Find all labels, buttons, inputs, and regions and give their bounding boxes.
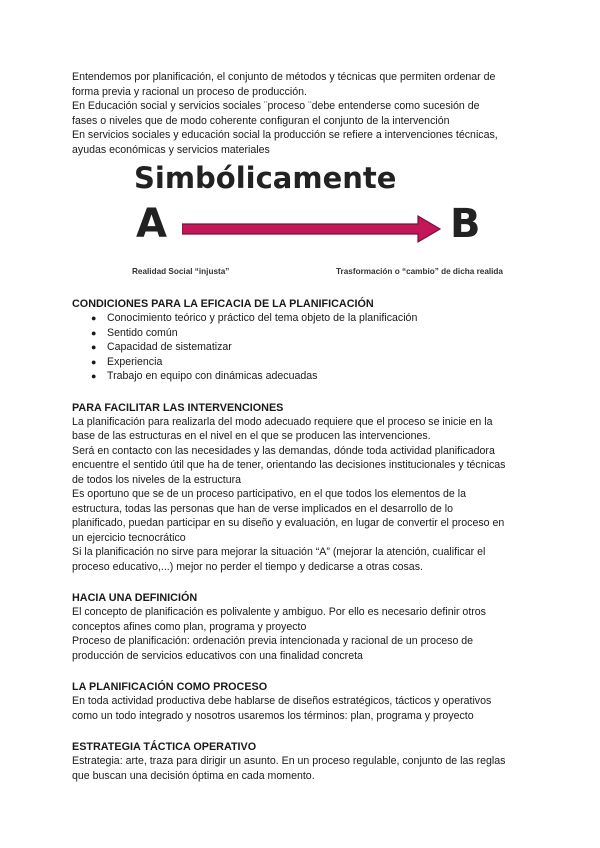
intro-line: En Educación social y servicios sociales ¨proceso ¨debe entenderse como sucesión de <box>72 100 480 112</box>
text-line: En toda actividad productiva debe hablarse de diseños estratégicos, tácticos y operativos <box>72 695 492 707</box>
text-line: un ejercicio tecnocrático <box>72 531 186 544</box>
text-line: producción de servicios educativos con una finalidad concreta <box>72 649 363 662</box>
text-line: que buscan una decisión óptima en cada momento. <box>72 769 315 782</box>
text-line: planificado, puedan participar en su diseño y evaluación, en lugar de convertir el proceso en <box>72 517 505 529</box>
condiciones-list <box>72 311 532 384</box>
list-item: ● Trabajo en equipo con dinámicas adecuadas <box>91 370 318 382</box>
text-line: Si la planificación no sirve para mejorar la situación “A” (mejorar la atención, cualificar el <box>72 546 486 558</box>
list-item: ● Sentido común <box>91 326 178 339</box>
section-heading-condiciones: CONDICIONES PARA LA EFICACIA DE LA PLANIFICACIÓN <box>72 298 374 310</box>
bullet-icon: ● <box>91 371 97 381</box>
text-line: conceptos afines como plan, programa y proyecto <box>72 620 307 633</box>
bullet-icon: ● <box>91 327 97 338</box>
list-item: ● Capacidad de sistematizar <box>91 341 232 353</box>
intro-line: fases o niveles que de modo coherente configuran el conjunto de la intervención <box>72 114 450 127</box>
section-heading-proceso: LA PLANIFICACIÓN COMO PROCESO <box>72 681 268 693</box>
section-heading-definicion: HACIA UNA DEFINICIÓN <box>72 592 198 604</box>
bullet-icon: ● <box>91 356 97 367</box>
proceso-paragraph <box>72 694 532 723</box>
bullet-icon: ● <box>91 313 97 323</box>
text-line: La planificación para realizarla del modo adecuado requiere que el proceso se inicie en la <box>72 415 493 428</box>
figure-letter-b: B <box>450 201 481 247</box>
facilitar-paragraph <box>72 415 532 575</box>
figure-caption-from: Realidad Social “injusta” <box>132 267 230 276</box>
intro-paragraph <box>72 70 532 157</box>
list-item: ● Conocimiento teórico y práctico del tema objeto de la planificación <box>91 312 418 324</box>
text-line: El concepto de planificación es polivalente y ambiguo. Por ello es necesario definir otros <box>72 606 486 618</box>
text-line: Estrategia: arte, traza para dirigir un asunto. En un proceso regulable, conjunto de las reglas <box>72 755 506 767</box>
section-heading-estrategia: ESTRATEGIA TÁCTICA OPERATIVO <box>72 741 257 753</box>
text-line: de todos los niveles de la estructura <box>72 473 242 486</box>
estrategia-paragraph <box>72 754 532 783</box>
document-body <box>72 70 532 783</box>
text-line: Es oportuno que se de un proceso participativo, en el que todos los elementos de la <box>72 488 466 500</box>
bullet-icon: ● <box>91 342 97 352</box>
text-line: Proceso de planificación: ordenación previa intencionada y racional de un proceso de <box>72 635 474 647</box>
symbolic-figure <box>132 157 542 297</box>
text-line: proceso educativo,...) mejor no perder el tiempo y dedicarse a otras cosas. <box>72 560 423 573</box>
intro-line: En servicios sociales y educación social la producción se refiere a intervenciones técnicas, <box>72 129 498 141</box>
right-arrow-icon <box>182 213 444 245</box>
text-line: encuentre el sentido útil que ha de tener, orientando las decisiones institucionales y técnicas <box>72 459 506 471</box>
figure-title: Simbólicamente <box>134 161 397 195</box>
intro-line: forma previa y racional un proceso de producción. <box>72 85 307 98</box>
intro-line: ayudas económicas y servicios materiales <box>72 143 270 156</box>
list-item: ● Experiencia <box>91 355 163 368</box>
section-heading-facilitar: PARA FACILITAR LAS INTERVENCIONES <box>72 401 284 414</box>
text-line: Será en contacto con las necesidades y las demandas, dónde toda actividad planificadora <box>72 444 495 457</box>
figure-letter-a: A <box>136 201 167 247</box>
definicion-paragraph <box>72 605 532 663</box>
text-line: estructura, todas las personas que han de verse implicados en el desarrollo de lo <box>72 502 454 515</box>
intro-line: Entendemos por planificación, el conjunto de métodos y técnicas que permiten ordenar de <box>72 71 496 83</box>
text-line: base de las estructuras en el nivel en el que se producen las intervenciones. <box>72 430 431 442</box>
text-line: como un todo integrado y nosotros usaremos los términos: plan, programa y proyecto <box>72 709 474 722</box>
figure-caption-to: Trasformación o “cambio” de dicha realida <box>336 267 503 276</box>
